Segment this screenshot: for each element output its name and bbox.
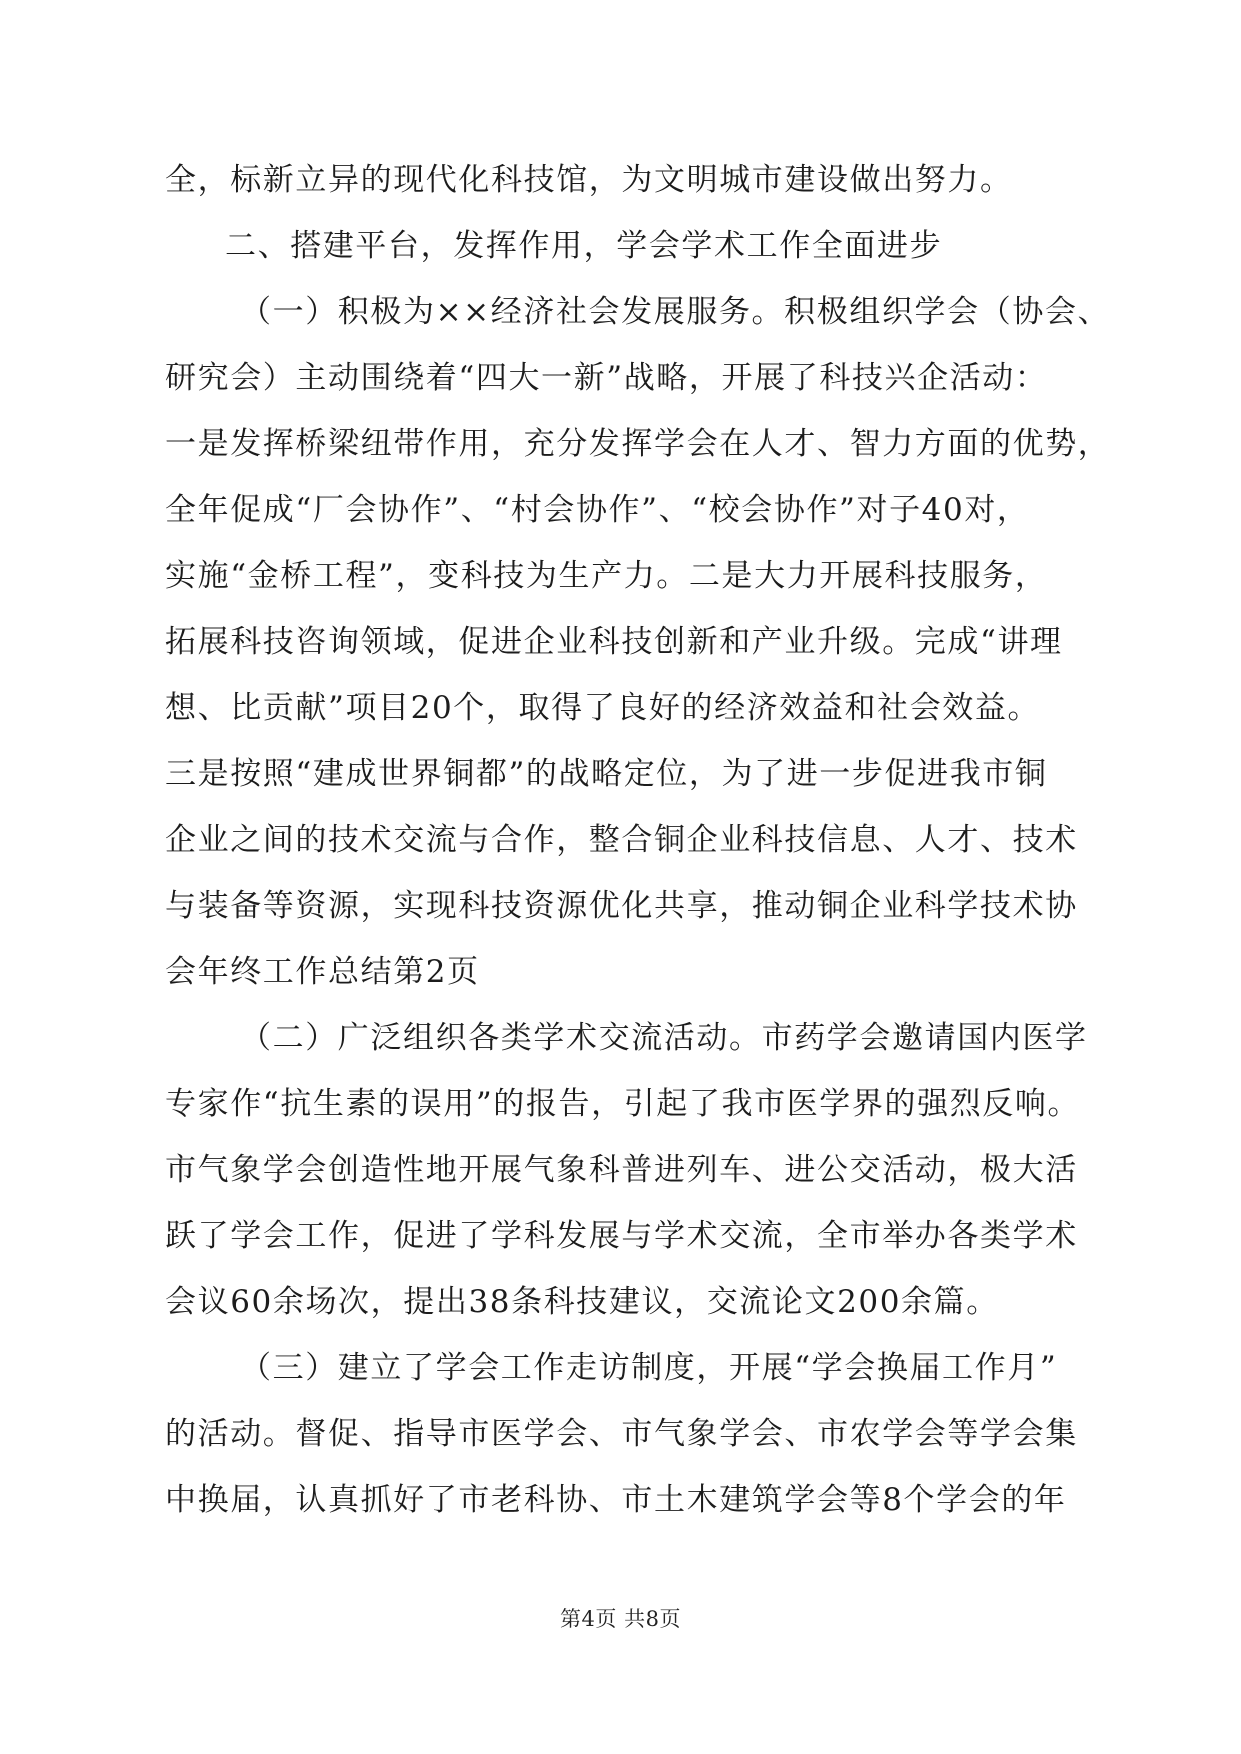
body-line-5: 一是发挥桥梁纽带作用，充分发挥学会在人才、智力方面的优势， bbox=[165, 426, 1111, 462]
body-line-11: 企业之间的技术交流与合作，整合铜企业科技信息、人才、技术 bbox=[165, 822, 1078, 858]
body-line-16: 市气象学会创造性地开展气象科普进列车、进公交活动，极大活 bbox=[165, 1152, 1078, 1188]
body-line-12: 与装备等资源，实现科技资源优化共享，推动铜企业科学技术协 bbox=[165, 888, 1078, 924]
page-number-footer: 第4页 共8页 bbox=[560, 1607, 681, 1631]
body-line-7: 实施“金桥工程”，变科技为生产力。二是大力开展科技服务， bbox=[165, 558, 1048, 594]
body-line-3: （一）积极为××经济社会发展服务。积极组织学会（协会、 bbox=[240, 294, 1111, 330]
body-line-4: 研究会）主动围绕着“四大一新”战略，开展了科技兴企活动： bbox=[165, 360, 1048, 396]
body-line-8: 拓展科技咨询领域，促进企业科技创新和产业升级。完成“讲理 bbox=[165, 624, 1063, 660]
body-line-20: 的活动。督促、指导市医学会、市气象学会、市农学会等学会集 bbox=[165, 1416, 1078, 1452]
body-line-9: 想、比贡献”项目20个，取得了良好的经济效益和社会效益。 bbox=[165, 690, 1041, 726]
body-line-10: 三是按照“建成世界铜都”的战略定位，为了进一步促进我市铜 bbox=[165, 756, 1048, 792]
body-line-13: 会年终工作总结第2页 bbox=[165, 954, 480, 990]
body-line-21: 中换届，认真抓好了市老科协、市土木建筑学会等8个学会的年 bbox=[165, 1482, 1067, 1518]
body-line-19: （三）建立了学会工作走访制度，开展“学会换届工作月” bbox=[240, 1350, 1058, 1386]
body-line-17: 跃了学会工作，促进了学科发展与学术交流，全市举办各类学术 bbox=[165, 1218, 1078, 1254]
body-line-6: 全年促成“厂会协作”、“村会协作”、“校会协作”对子40对， bbox=[165, 492, 1030, 528]
body-line-15: 专家作“抗生素的误用”的报告，引起了我市医学界的强烈反响。 bbox=[165, 1086, 1081, 1122]
body-line-1: 全，标新立异的现代化科技馆，为文明城市建设做出努力。 bbox=[165, 162, 1013, 198]
section-heading: 二、搭建平台，发挥作用，学会学术工作全面进步 bbox=[225, 228, 943, 264]
body-line-14: （二）广泛组织各类学术交流活动。市药学会邀请国内医学 bbox=[240, 1020, 1088, 1056]
body-line-18: 会议60余场次，提出38条科技建议，交流论文200余篇。 bbox=[165, 1284, 999, 1320]
